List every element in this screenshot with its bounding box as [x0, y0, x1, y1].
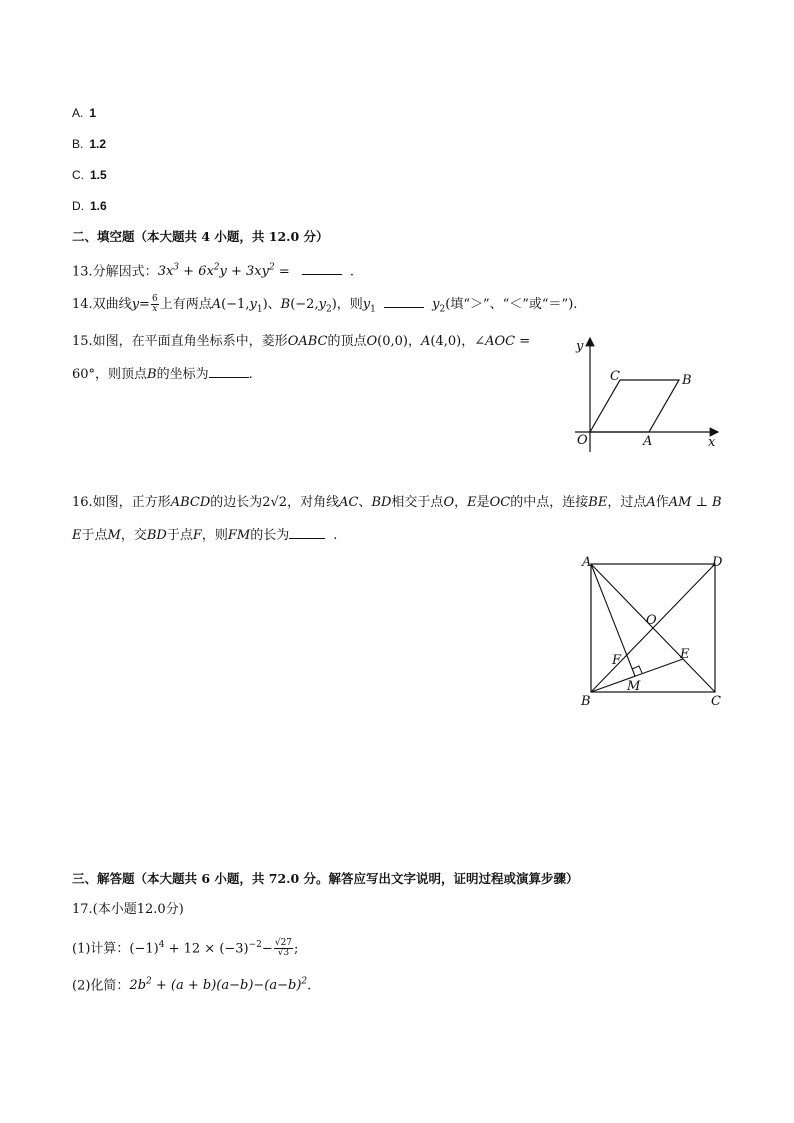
label-a: A: [643, 434, 653, 449]
label-o: O: [577, 433, 588, 448]
option-c: C. 1.5: [72, 168, 107, 182]
label-c: C: [711, 694, 721, 709]
question-14: 14.双曲线y= $\frac{6}{x}$ 上有两点$A(-1,y_1)$、$B(-2,y_2)$，则$y_1$ $y_2$(填“＞”、“＜”或“＝”).: [72, 294, 578, 315]
label-c: C: [610, 369, 620, 384]
option-d: D. 1.6: [72, 199, 107, 213]
label-b: B: [682, 373, 692, 388]
question-13: 13.分解因式：$3x^3 + 6x^2y + 3xy^2$ = .: [72, 263, 355, 280]
label-a: A: [582, 555, 592, 570]
label-e: E: [680, 647, 690, 662]
question-17-part1: (1)计算：$(-1)^4 + 12 \times (-3)^{-2}-$ $\frac{√27}{√3}$ ;: [72, 938, 299, 959]
section-3-title: 三、解答题（本大题共 6 小题，共 72.0 分。解答应写出文字说明，证明过程或演算步骤）: [72, 871, 579, 886]
section-2-title: 二、填空题（本大题共 4 小题，共 12.0 分）: [72, 229, 329, 244]
question-15-line1: 15.如图，在平面直角坐标系中，菱形OABC的顶点O(0,0)，A(4,0)，∠AOC =: [72, 334, 531, 349]
figure-15-coordinate-plane: [560, 332, 730, 457]
rhombus-oabc: [590, 380, 679, 432]
question-15-line2: 60°，则顶点B的坐标为 .: [72, 364, 253, 384]
option-b: B. 1.2: [72, 137, 107, 151]
label-o: O: [646, 613, 657, 628]
label-f: F: [612, 653, 622, 668]
label-y: y: [576, 339, 584, 354]
question-16-line1: 16.如图，正方形ABCD的边长为2√2，对角线AC、BD相交于点O，E是OC的中点，连接BE，过点A作AM ⊥ B: [72, 495, 722, 510]
label-b: B: [581, 694, 591, 709]
option-a: A. 1: [72, 106, 97, 120]
label-m: M: [627, 679, 641, 694]
question-17-part2: (2)化简：$2b^2 + (a + b)(a-b)-(a-b)^2$.: [72, 977, 312, 994]
figure-16-square: [575, 552, 735, 712]
question-16-line2: E于点M，交BD于点F，则FM的长为 .: [72, 525, 337, 545]
label-x: x: [708, 435, 716, 450]
question-17-title: 17.(本小题12.0分): [72, 902, 184, 917]
label-d: D: [712, 555, 723, 570]
